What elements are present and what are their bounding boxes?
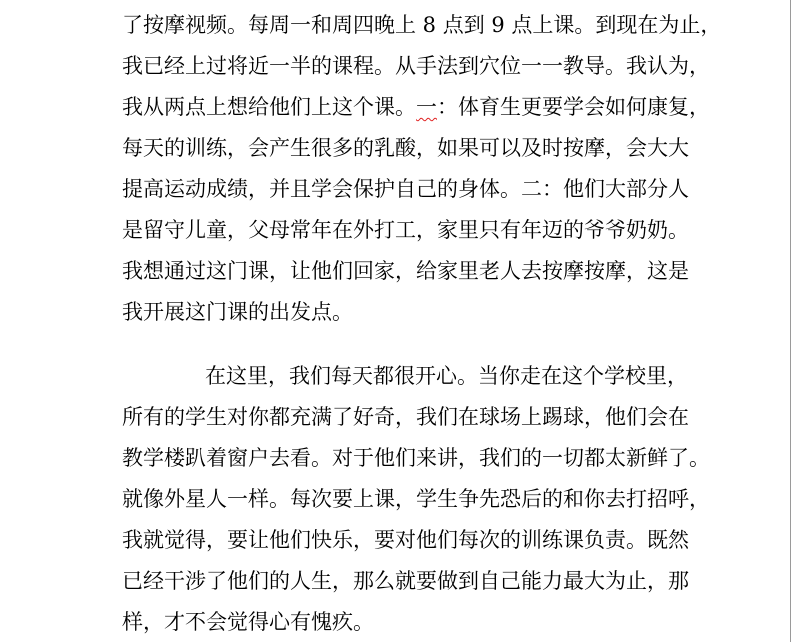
paragraph-line: 所有的学生对你都充满了好奇，我们在球场上踢球，他们会在 — [122, 405, 689, 429]
paragraph-line: 我就觉得，要让他们快乐，要对他们每次的训练课负责。既然 — [122, 528, 689, 552]
paragraph-line: 我开展这门课的出发点。 — [122, 300, 353, 324]
paragraph-line: 样，才不会觉得心有愧疚。 — [122, 610, 374, 634]
paragraph-line: 已经干涉了他们的人生，那么就要做到自己能力最大为止，那 — [122, 569, 689, 593]
paragraph-line: 提高运动成绩，并且学会保护自己的身体。二：他们大部分人 — [122, 177, 689, 201]
paragraph-line: 了按摩视频。每周一和周四晚上 8 点到 9 点上课。到现在为止， — [122, 13, 722, 37]
paragraph-line: 每天的训练，会产生很多的乳酸，如果可以及时按摩，会大大 — [122, 136, 689, 160]
line-text: 我从两点上想给他们上这个课。 — [122, 95, 416, 119]
spellcheck-marked-text[interactable]: 一 — [416, 95, 437, 119]
paragraph-line — [122, 92, 710, 122]
paragraph-line: 是留守儿童，父母常年在外打工，家里只有年迈的爷爷奶奶。 — [122, 218, 689, 242]
paragraph-line: 教学楼趴着窗户去看。对于他们来讲，我们的一切都太新鲜了。 — [122, 446, 710, 470]
line-text: ：体育生更要学会如何康复， — [437, 95, 710, 119]
page-edge — [790, 0, 791, 642]
paragraph-line: 我已经上过将近一半的课程。从手法到穴位一一教导。我认为， — [122, 54, 710, 78]
paragraph-line: 就像外星人一样。每次要上课，学生争先恐后的和你去打招呼， — [122, 487, 710, 511]
paragraph-first-line: 在这里，我们每天都很开心。当你走在这个学校里， — [205, 364, 688, 388]
paragraph-line: 我想通过这门课，让他们回家，给家里老人去按摩按摩，这是 — [122, 259, 689, 283]
